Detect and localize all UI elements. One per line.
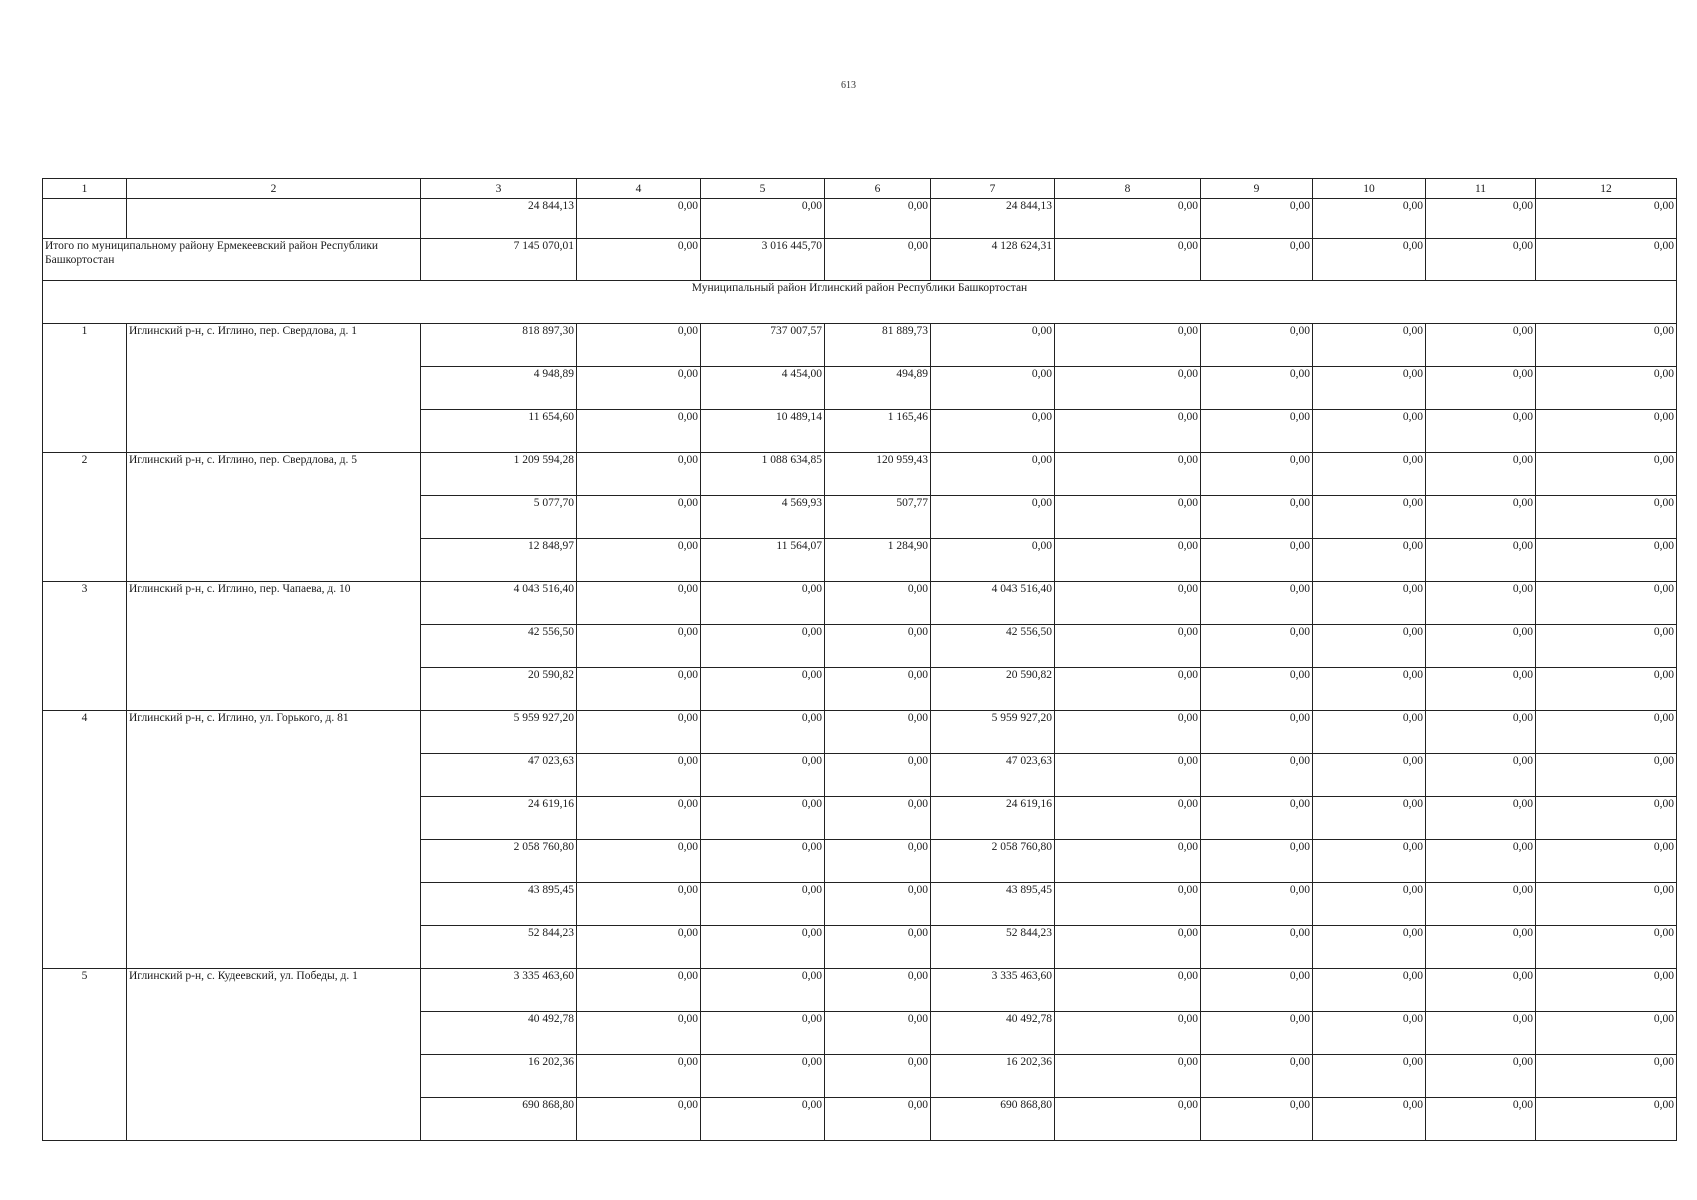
value-cell: 52 844,23 bbox=[421, 926, 577, 969]
value-cell: 0,00 bbox=[1536, 367, 1677, 410]
value-cell: 47 023,63 bbox=[421, 754, 577, 797]
value-cell: 0,00 bbox=[1201, 539, 1313, 582]
value-cell: 0,00 bbox=[701, 926, 825, 969]
value-cell: 0,00 bbox=[1536, 410, 1677, 453]
value-cell: 4 569,93 bbox=[701, 496, 825, 539]
column-number-7: 7 bbox=[931, 179, 1055, 199]
value-cell: 43 895,45 bbox=[931, 883, 1055, 926]
value-cell: 0,00 bbox=[1055, 840, 1201, 883]
value-cell: 0,00 bbox=[1426, 840, 1536, 883]
report-table bbox=[42, 178, 1677, 1141]
value-cell: 0,00 bbox=[701, 711, 825, 754]
value-cell: 0,00 bbox=[1201, 453, 1313, 496]
value-cell: 0,00 bbox=[701, 1055, 825, 1098]
value-cell: 0,00 bbox=[1055, 625, 1201, 668]
value-cell: 0,00 bbox=[1201, 668, 1313, 711]
value-cell: 0,00 bbox=[1055, 199, 1201, 239]
value-cell: 0,00 bbox=[1201, 239, 1313, 281]
value-cell: 0,00 bbox=[577, 668, 701, 711]
value-cell: 690 868,80 bbox=[931, 1098, 1055, 1141]
value-cell: 20 590,82 bbox=[931, 668, 1055, 711]
value-cell: 0,00 bbox=[701, 797, 825, 840]
object-number: 3 bbox=[43, 582, 127, 711]
value-cell: 52 844,23 bbox=[931, 926, 1055, 969]
object-address: Иглинский р-н, с. Кудеевский, ул. Победы, д. 1 bbox=[127, 969, 421, 1141]
value-cell: 0,00 bbox=[1426, 883, 1536, 926]
value-cell: 0,00 bbox=[825, 668, 931, 711]
table-row bbox=[43, 324, 1677, 367]
value-cell: 0,00 bbox=[1426, 1012, 1536, 1055]
object-number: 1 bbox=[43, 324, 127, 453]
value-cell: 40 492,78 bbox=[931, 1012, 1055, 1055]
value-cell: 0,00 bbox=[1201, 496, 1313, 539]
value-cell: 0,00 bbox=[577, 496, 701, 539]
value-cell: 24 844,13 bbox=[421, 199, 577, 239]
value-cell: 42 556,50 bbox=[421, 625, 577, 668]
value-cell: 0,00 bbox=[931, 453, 1055, 496]
column-number-5: 5 bbox=[701, 179, 825, 199]
value-cell: 0,00 bbox=[1426, 754, 1536, 797]
value-cell: 0,00 bbox=[1313, 1098, 1426, 1141]
value-cell: 0,00 bbox=[577, 625, 701, 668]
section-row bbox=[43, 281, 1677, 324]
value-cell: 0,00 bbox=[1426, 969, 1536, 1012]
value-cell: 24 844,13 bbox=[931, 199, 1055, 239]
value-cell: 0,00 bbox=[1313, 582, 1426, 625]
value-cell: 0,00 bbox=[1313, 754, 1426, 797]
value-cell: 0,00 bbox=[1426, 539, 1536, 582]
value-cell: 0,00 bbox=[1201, 1055, 1313, 1098]
value-cell: 0,00 bbox=[1536, 926, 1677, 969]
value-cell: 0,00 bbox=[1426, 239, 1536, 281]
value-cell: 0,00 bbox=[1313, 883, 1426, 926]
value-cell: 0,00 bbox=[1055, 969, 1201, 1012]
value-cell: 0,00 bbox=[701, 969, 825, 1012]
value-cell: 4 128 624,31 bbox=[931, 239, 1055, 281]
value-cell: 16 202,36 bbox=[421, 1055, 577, 1098]
object-number: 2 bbox=[43, 453, 127, 582]
value-cell: 0,00 bbox=[1426, 926, 1536, 969]
value-cell: 494,89 bbox=[825, 367, 931, 410]
value-cell: 0,00 bbox=[1055, 239, 1201, 281]
value-cell: 0,00 bbox=[1536, 239, 1677, 281]
column-number-9: 9 bbox=[1201, 179, 1313, 199]
value-cell: 0,00 bbox=[1313, 668, 1426, 711]
value-cell: 0,00 bbox=[1055, 926, 1201, 969]
value-cell: 0,00 bbox=[825, 711, 931, 754]
value-cell: 0,00 bbox=[1536, 754, 1677, 797]
value-cell: 1 209 594,28 bbox=[421, 453, 577, 496]
value-cell: 0,00 bbox=[1201, 883, 1313, 926]
value-cell: 0,00 bbox=[577, 1098, 701, 1141]
value-cell: 1 088 634,85 bbox=[701, 453, 825, 496]
value-cell: 0,00 bbox=[577, 539, 701, 582]
value-cell: 0,00 bbox=[825, 840, 931, 883]
table-row bbox=[43, 582, 1677, 625]
value-cell: 0,00 bbox=[1313, 1055, 1426, 1098]
value-cell: 0,00 bbox=[825, 582, 931, 625]
column-number-6: 6 bbox=[825, 179, 931, 199]
value-cell: 0,00 bbox=[577, 239, 701, 281]
value-cell: 5 959 927,20 bbox=[421, 711, 577, 754]
value-cell: 0,00 bbox=[1055, 453, 1201, 496]
value-cell: 0,00 bbox=[701, 754, 825, 797]
value-cell: 11 654,60 bbox=[421, 410, 577, 453]
value-cell: 12 848,97 bbox=[421, 539, 577, 582]
value-cell: 0,00 bbox=[1536, 840, 1677, 883]
value-cell: 0,00 bbox=[1536, 324, 1677, 367]
column-number-12: 12 bbox=[1536, 179, 1677, 199]
value-cell: 0,00 bbox=[1313, 625, 1426, 668]
value-cell: 4 043 516,40 bbox=[421, 582, 577, 625]
value-cell: 0,00 bbox=[1055, 711, 1201, 754]
value-cell: 0,00 bbox=[701, 582, 825, 625]
value-cell: 0,00 bbox=[1536, 453, 1677, 496]
value-cell: 0,00 bbox=[1201, 625, 1313, 668]
value-cell: 0,00 bbox=[1426, 410, 1536, 453]
value-cell: 0,00 bbox=[1313, 926, 1426, 969]
value-cell: 507,77 bbox=[825, 496, 931, 539]
column-number-11: 11 bbox=[1426, 179, 1536, 199]
value-cell: 0,00 bbox=[1055, 582, 1201, 625]
value-cell: 0,00 bbox=[825, 926, 931, 969]
value-cell: 0,00 bbox=[701, 625, 825, 668]
value-cell: 0,00 bbox=[931, 496, 1055, 539]
value-cell: 0,00 bbox=[1055, 883, 1201, 926]
value-cell: 1 165,46 bbox=[825, 410, 931, 453]
value-cell: 0,00 bbox=[1536, 883, 1677, 926]
value-cell: 0,00 bbox=[1536, 1012, 1677, 1055]
value-cell: 3 016 445,70 bbox=[701, 239, 825, 281]
value-cell: 0,00 bbox=[577, 926, 701, 969]
carry-row-empty-num bbox=[43, 199, 127, 239]
value-cell: 0,00 bbox=[1313, 239, 1426, 281]
value-cell: 0,00 bbox=[1536, 539, 1677, 582]
value-cell: 0,00 bbox=[1426, 496, 1536, 539]
value-cell: 0,00 bbox=[1426, 453, 1536, 496]
value-cell: 0,00 bbox=[1536, 625, 1677, 668]
value-cell: 0,00 bbox=[1426, 711, 1536, 754]
value-cell: 0,00 bbox=[1313, 453, 1426, 496]
value-cell: 0,00 bbox=[1055, 496, 1201, 539]
value-cell: 0,00 bbox=[1055, 1012, 1201, 1055]
value-cell: 0,00 bbox=[1201, 367, 1313, 410]
value-cell: 0,00 bbox=[931, 324, 1055, 367]
value-cell: 0,00 bbox=[1201, 797, 1313, 840]
value-cell: 47 023,63 bbox=[931, 754, 1055, 797]
value-cell: 0,00 bbox=[1426, 367, 1536, 410]
value-cell: 42 556,50 bbox=[931, 625, 1055, 668]
value-cell: 0,00 bbox=[1536, 1098, 1677, 1141]
table-row bbox=[43, 453, 1677, 496]
value-cell: 0,00 bbox=[577, 711, 701, 754]
value-cell: 0,00 bbox=[577, 840, 701, 883]
value-cell: 0,00 bbox=[1201, 840, 1313, 883]
value-cell: 0,00 bbox=[825, 1012, 931, 1055]
value-cell: 7 145 070,01 bbox=[421, 239, 577, 281]
value-cell: 10 489,14 bbox=[701, 410, 825, 453]
section-title: Муниципальный район Иглинский район Республики Башкортостан bbox=[43, 281, 1677, 324]
value-cell: 0,00 bbox=[1201, 1012, 1313, 1055]
value-cell: 0,00 bbox=[701, 883, 825, 926]
value-cell: 818 897,30 bbox=[421, 324, 577, 367]
value-cell: 0,00 bbox=[825, 1055, 931, 1098]
table-row bbox=[43, 969, 1677, 1012]
object-address: Иглинский р-н, с. Иглино, пер. Чапаева, д. 10 bbox=[127, 582, 421, 711]
value-cell: 0,00 bbox=[1201, 754, 1313, 797]
value-cell: 3 335 463,60 bbox=[931, 969, 1055, 1012]
value-cell: 0,00 bbox=[701, 840, 825, 883]
value-cell: 0,00 bbox=[1426, 1055, 1536, 1098]
value-cell: 0,00 bbox=[931, 410, 1055, 453]
value-cell: 0,00 bbox=[1055, 668, 1201, 711]
column-number-4: 4 bbox=[577, 179, 701, 199]
value-cell: 0,00 bbox=[1313, 840, 1426, 883]
value-cell: 0,00 bbox=[1426, 199, 1536, 239]
value-cell: 0,00 bbox=[825, 969, 931, 1012]
value-cell: 1 284,90 bbox=[825, 539, 931, 582]
value-cell: 0,00 bbox=[1055, 410, 1201, 453]
value-cell: 0,00 bbox=[1536, 1055, 1677, 1098]
column-number-3: 3 bbox=[421, 179, 577, 199]
value-cell: 0,00 bbox=[1426, 582, 1536, 625]
value-cell: 0,00 bbox=[1201, 410, 1313, 453]
value-cell: 4 948,89 bbox=[421, 367, 577, 410]
value-cell: 0,00 bbox=[1055, 754, 1201, 797]
value-cell: 0,00 bbox=[1201, 199, 1313, 239]
object-address: Иглинский р-н, с. Иглино, ул. Горького, д. 81 bbox=[127, 711, 421, 969]
value-cell: 0,00 bbox=[577, 797, 701, 840]
value-cell: 0,00 bbox=[577, 1012, 701, 1055]
table-row bbox=[43, 711, 1677, 754]
value-cell: 0,00 bbox=[577, 1055, 701, 1098]
value-cell: 0,00 bbox=[1313, 711, 1426, 754]
value-cell: 0,00 bbox=[1201, 582, 1313, 625]
value-cell: 0,00 bbox=[1313, 969, 1426, 1012]
value-cell: 0,00 bbox=[577, 410, 701, 453]
value-cell: 43 895,45 bbox=[421, 883, 577, 926]
value-cell: 0,00 bbox=[577, 199, 701, 239]
value-cell: 0,00 bbox=[1426, 324, 1536, 367]
value-cell: 0,00 bbox=[1201, 324, 1313, 367]
value-cell: 0,00 bbox=[825, 239, 931, 281]
value-cell: 0,00 bbox=[1426, 625, 1536, 668]
value-cell: 737 007,57 bbox=[701, 324, 825, 367]
value-cell: 0,00 bbox=[577, 969, 701, 1012]
value-cell: 0,00 bbox=[701, 1098, 825, 1141]
value-cell: 0,00 bbox=[577, 324, 701, 367]
value-cell: 0,00 bbox=[577, 582, 701, 625]
object-number: 4 bbox=[43, 711, 127, 969]
value-cell: 2 058 760,80 bbox=[421, 840, 577, 883]
column-number-10: 10 bbox=[1313, 179, 1426, 199]
value-cell: 0,00 bbox=[825, 199, 931, 239]
value-cell: 0,00 bbox=[1536, 582, 1677, 625]
value-cell: 0,00 bbox=[1201, 711, 1313, 754]
value-cell: 0,00 bbox=[1313, 367, 1426, 410]
value-cell: 0,00 bbox=[1055, 1055, 1201, 1098]
value-cell: 0,00 bbox=[1426, 797, 1536, 840]
value-cell: 0,00 bbox=[1536, 797, 1677, 840]
value-cell: 0,00 bbox=[1055, 539, 1201, 582]
district-total-label: Итого по муниципальному району Ермекеевский район Республики Башкортостан bbox=[43, 239, 421, 281]
value-cell: 0,00 bbox=[1536, 496, 1677, 539]
district-total-row bbox=[43, 239, 1677, 281]
value-cell: 0,00 bbox=[825, 883, 931, 926]
value-cell: 0,00 bbox=[1313, 199, 1426, 239]
value-cell: 0,00 bbox=[1055, 367, 1201, 410]
value-cell: 81 889,73 bbox=[825, 324, 931, 367]
value-cell: 4 043 516,40 bbox=[931, 582, 1055, 625]
column-number-1: 1 bbox=[43, 179, 127, 199]
value-cell: 0,00 bbox=[1426, 1098, 1536, 1141]
carry-row bbox=[43, 199, 1677, 239]
value-cell: 0,00 bbox=[1536, 668, 1677, 711]
value-cell: 0,00 bbox=[1313, 324, 1426, 367]
value-cell: 0,00 bbox=[577, 754, 701, 797]
value-cell: 0,00 bbox=[577, 367, 701, 410]
object-address: Иглинский р-н, с. Иглино, пер. Свердлова, д. 1 bbox=[127, 324, 421, 453]
value-cell: 5 959 927,20 bbox=[931, 711, 1055, 754]
value-cell: 0,00 bbox=[1201, 1098, 1313, 1141]
value-cell: 0,00 bbox=[825, 625, 931, 668]
table-body bbox=[43, 179, 1677, 1141]
value-cell: 690 868,80 bbox=[421, 1098, 577, 1141]
value-cell: 0,00 bbox=[1536, 711, 1677, 754]
value-cell: 0,00 bbox=[1313, 410, 1426, 453]
value-cell: 20 590,82 bbox=[421, 668, 577, 711]
value-cell: 0,00 bbox=[1201, 969, 1313, 1012]
value-cell: 0,00 bbox=[931, 539, 1055, 582]
value-cell: 16 202,36 bbox=[931, 1055, 1055, 1098]
value-cell: 0,00 bbox=[1313, 539, 1426, 582]
value-cell: 0,00 bbox=[1536, 199, 1677, 239]
value-cell: 2 058 760,80 bbox=[931, 840, 1055, 883]
value-cell: 0,00 bbox=[1426, 668, 1536, 711]
value-cell: 3 335 463,60 bbox=[421, 969, 577, 1012]
value-cell: 24 619,16 bbox=[931, 797, 1055, 840]
value-cell: 4 454,00 bbox=[701, 367, 825, 410]
value-cell: 24 619,16 bbox=[421, 797, 577, 840]
value-cell: 0,00 bbox=[577, 883, 701, 926]
value-cell: 0,00 bbox=[1536, 969, 1677, 1012]
page-number: 613 bbox=[841, 80, 856, 91]
carry-row-empty-address bbox=[127, 199, 421, 239]
value-cell: 0,00 bbox=[1313, 496, 1426, 539]
column-number-2: 2 bbox=[127, 179, 421, 199]
value-cell: 0,00 bbox=[931, 367, 1055, 410]
value-cell: 0,00 bbox=[1055, 797, 1201, 840]
value-cell: 0,00 bbox=[701, 199, 825, 239]
value-cell: 0,00 bbox=[1055, 324, 1201, 367]
value-cell: 0,00 bbox=[577, 453, 701, 496]
value-cell: 120 959,43 bbox=[825, 453, 931, 496]
value-cell: 11 564,07 bbox=[701, 539, 825, 582]
column-number-8: 8 bbox=[1055, 179, 1201, 199]
value-cell: 0,00 bbox=[701, 668, 825, 711]
value-cell: 0,00 bbox=[1201, 926, 1313, 969]
object-number: 5 bbox=[43, 969, 127, 1141]
value-cell: 0,00 bbox=[825, 797, 931, 840]
value-cell: 0,00 bbox=[825, 754, 931, 797]
value-cell: 5 077,70 bbox=[421, 496, 577, 539]
value-cell: 0,00 bbox=[825, 1098, 931, 1141]
value-cell: 0,00 bbox=[1313, 797, 1426, 840]
value-cell: 0,00 bbox=[1055, 1098, 1201, 1141]
column-number-row bbox=[43, 179, 1677, 199]
value-cell: 0,00 bbox=[701, 1012, 825, 1055]
value-cell: 40 492,78 bbox=[421, 1012, 577, 1055]
value-cell: 0,00 bbox=[1313, 1012, 1426, 1055]
object-address: Иглинский р-н, с. Иглино, пер. Свердлова, д. 5 bbox=[127, 453, 421, 582]
